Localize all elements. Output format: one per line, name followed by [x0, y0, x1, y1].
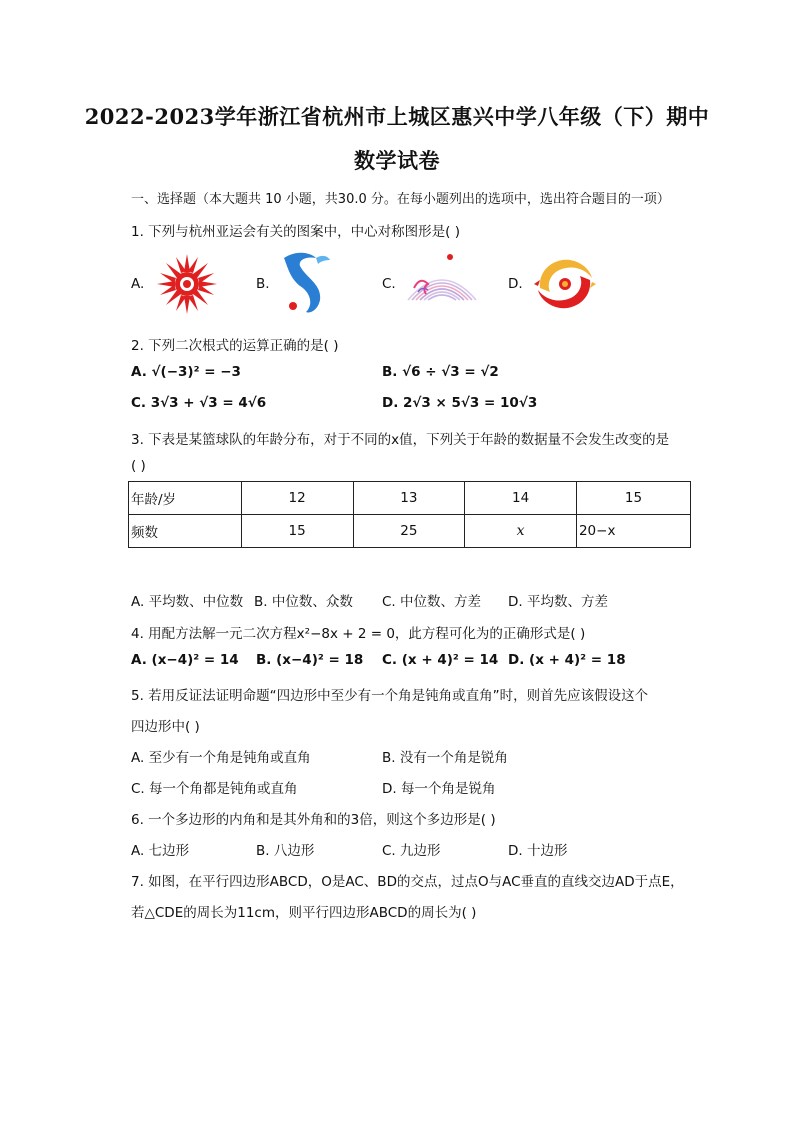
question-6-stem: 6. 一个多边形的内角和是其外角和的3倍，则这个多边形是( ) [131, 812, 496, 828]
q1-option-d-label: D. [508, 276, 523, 292]
table-cell: 年龄/岁 [129, 482, 242, 515]
table-cell: 15 [241, 515, 353, 548]
table-cell: x [465, 515, 577, 548]
question-1-stem: 1. 下列与杭州亚运会有关的图案中，中心对称图形是( ) [131, 224, 460, 240]
q3-option-a: A. 平均数、中位数 [131, 594, 244, 610]
q1-option-b-label: B. [256, 276, 270, 292]
table-cell: 12 [241, 482, 353, 515]
table-row [129, 482, 691, 515]
table-row [129, 515, 691, 548]
q4-option-b: B. (x−4)² = 18 [256, 652, 364, 668]
table-cell: 20−x [576, 515, 690, 548]
table-cell: 14 [465, 482, 577, 515]
q2-option-a: A. √(−3)² = −3 [131, 364, 241, 380]
question-2-stem: 2. 下列二次根式的运算正确的是( ) [131, 338, 339, 354]
table-cell: 25 [353, 515, 465, 548]
table-cell: 13 [353, 482, 465, 515]
q6-option-b: B. 八边形 [256, 843, 315, 859]
table-cell: 15 [576, 482, 690, 515]
q4-option-a: A. (x−4)² = 14 [131, 652, 239, 668]
q5-option-a: A. 至少有一个角是钝角或直角 [131, 750, 311, 766]
q5-option-b: B. 没有一个角是锐角 [382, 750, 508, 766]
question-3-stem: 3. 下表是某篮球队的年龄分布，对于不同的x值，下列关于年龄的数据量不会发生改变的是 [131, 432, 670, 448]
sun-emblem-image [152, 252, 222, 316]
q4-option-d: D. (x + 4)² = 18 [508, 652, 626, 668]
dragon-swirl-emblem-image [530, 254, 600, 314]
question-7-stem-cont: 若△CDE的周长为11cm，则平行四边形ABCD的周长为( ) [131, 905, 477, 921]
exam-title-line1: 2022-2023学年浙江省杭州市上城区惠兴中学八年级（下）期中 [84, 104, 710, 129]
exam-title-line2: 数学试卷 [354, 148, 440, 173]
q4-option-c: C. (x + 4)² = 14 [382, 652, 499, 668]
question-7-stem: 7. 如图，在平行四边形ABCD，O是AC、BD的交点，过点O与AC垂直的直线交边AD于点E， [131, 874, 684, 890]
q2-option-b: B. √6 ÷ √3 = √2 [382, 364, 499, 380]
q3-option-c: C. 中位数、方差 [382, 594, 482, 610]
age-frequency-table [128, 481, 691, 548]
q6-option-a: A. 七边形 [131, 843, 190, 859]
question-5-stem-cont: 四边形中( ) [131, 719, 200, 735]
q1-option-a-label: A. [131, 276, 145, 292]
section-heading: 一、选择题（本大题共 10 小题，共30.0 分。在每小题列出的选项中，选出符合题目的一项） [131, 192, 670, 207]
q6-option-c: C. 九边形 [382, 843, 441, 859]
question-5-stem: 5. 若用反证法证明命题“四边形中至少有一个角是钝角或直角”时，则首先应该假设这个 [131, 688, 649, 704]
rainbow-arc-emblem-image [404, 252, 478, 308]
q5-option-c: C. 每一个角都是钝角或直角 [131, 781, 298, 797]
table-cell: 频数 [129, 515, 242, 548]
q3-option-d: D. 平均数、方差 [508, 594, 608, 610]
q3-option-b: B. 中位数、众数 [254, 594, 353, 610]
q1-option-c-label: C. [382, 276, 396, 292]
q6-option-d: D. 十边形 [508, 843, 568, 859]
blue-fish-emblem-image [276, 248, 332, 316]
q2-option-d: D. 2√3 × 5√3 = 10√3 [382, 395, 538, 411]
question-4-stem: 4. 用配方法解一元二次方程x²−8x + 2 = 0，此方程可化为的正确形式是( ) [131, 626, 586, 642]
q2-option-c: C. 3√3 + √3 = 4√6 [131, 395, 267, 411]
q5-option-d: D. 每一个角是锐角 [382, 781, 496, 797]
question-3-stem-cont: ( ) [131, 458, 146, 474]
